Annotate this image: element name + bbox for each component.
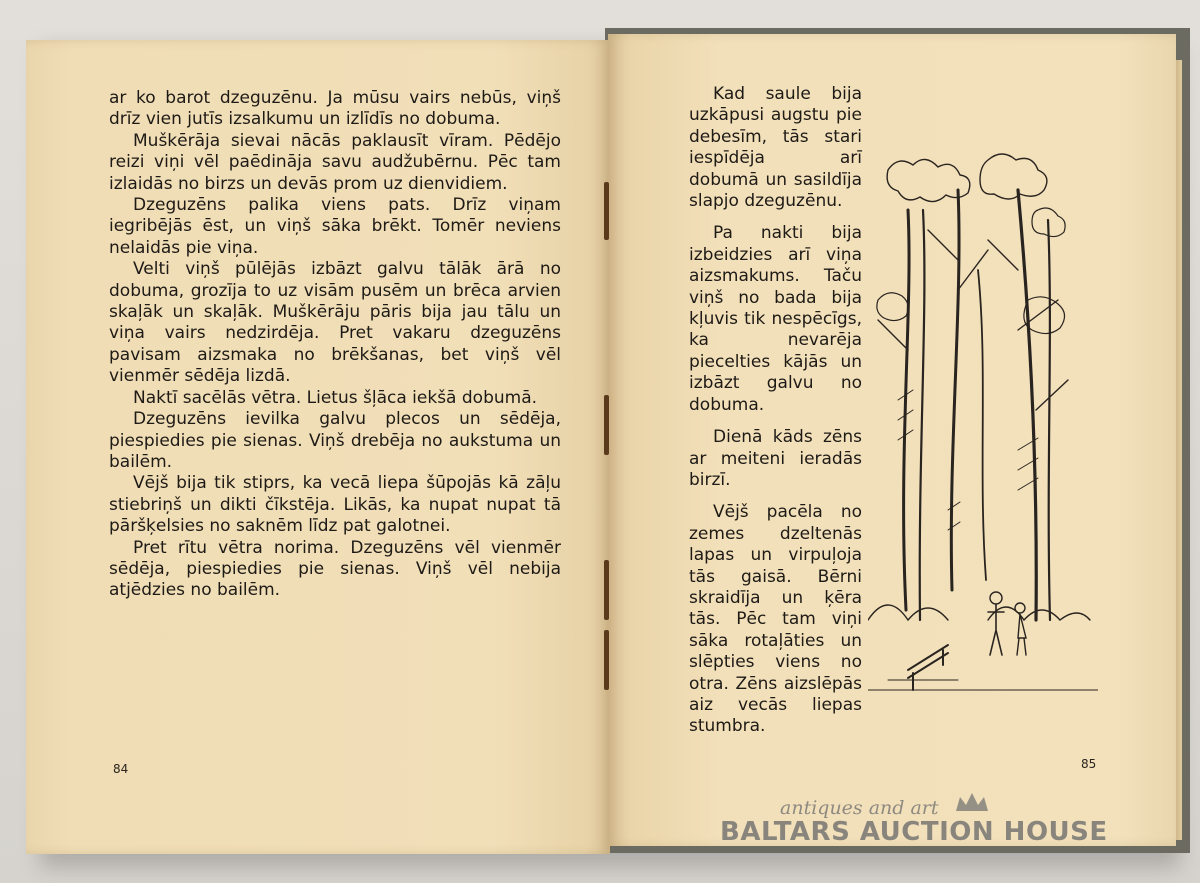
paragraph: Dienā kāds zēns ar meiteni ieradās birzī. [689, 427, 862, 490]
right-page-text [689, 84, 862, 749]
binding-stitch [604, 560, 609, 620]
paragraph: Dzeguzēns palika viens pats. Drīz viņam iegribējās ēst, un viņš sāka brēkt. Tomēr neviens nelaidās pie viņa. [109, 195, 561, 258]
paragraph: Dzeguzēns ievilka galvu plecos un sēdēja, piespiedies pie sienas. Viņš drebēja no aukstuma un bailēm. [109, 409, 561, 472]
watermark-main: BALTARS AUCTION HOUSE [720, 817, 1108, 847]
binding-stitch [604, 630, 609, 690]
watermark-script: antiques and art [780, 797, 939, 819]
page-number-right: 85 [1081, 757, 1097, 771]
paragraph: Muškērāja sievai nācās paklausīt vīram. Pēdējo reizi viņi vēl paēdināja savu audžubērnu. Pēc tam izlaidās no birzs un devās prom uz dienvidiem. [109, 130, 561, 194]
paragraph: ar ko barot dzeguzēnu. Ja mūsu vairs nebūs, viņš drīz vien jutīs izsalkumu un izlīdīs no dobuma. [109, 88, 561, 130]
paragraph: Pa nakti bija izbeidzies arī viņa aizsmakums. Taču viņš no bada bija kļuvis tik nespēcīgs, ka nevarēja piecelties kājās un izbāzt galvu no dobuma. [689, 223, 862, 415]
paragraph: Vējš bija tik stiprs, ka vecā liepa šūpojās kā zāļu stiebriņš un dikti čīkstēja. Likās, ka nupat nupat tā pāršķelsies no saknēm līdz pat galotnei. [109, 473, 561, 537]
paragraph: Vējš pacēla no zemes dzeltenās lapas un virpuļoja tās gaisā. Bērni skraidīja un ķēra tās. Pēc tam viņi sāka rotaļāties un slēpties viens no otra. Zēns aizslēpās aiz vecās liepas stumbra. [689, 502, 862, 737]
trees-children-illustration [868, 150, 1098, 700]
paragraph: Pret rītu vētra norima. Dzeguzēns vēl vienmēr sēdēja, piespiedies pie sienas. Viņš vēl nebija atjēdzies no bailēm. [109, 537, 561, 601]
watermark [720, 797, 1120, 857]
page-number-left: 84 [113, 762, 129, 776]
paragraph: Velti viņš pūlējās izbāzt galvu tālāk ārā no dobuma, grozīja to uz visām pusēm un brēca arvien skaļāk un skaļāk. Muškērāju pāris bija jau tālu un viņa vairs nedzirdēja. Pret vakaru dzeguzēns pavisam aizsmaka no brēkšanas, bet viņš vēl vienmēr sēdēja lizdā. [109, 259, 561, 387]
crown-icon [952, 791, 992, 815]
left-page-text [109, 88, 561, 602]
paragraph: Kad saule bija uzkāpusi augstu pie debesīm, tās stari iespīdēja arī dobumā un sasildīja slapjo dzeguzēnu. [689, 84, 862, 212]
paragraph: Naktī sacēlās vētra. Lietus šļāca iekšā dobumā. [133, 387, 538, 408]
binding-stitch [604, 395, 609, 455]
binding-stitch [604, 182, 609, 240]
